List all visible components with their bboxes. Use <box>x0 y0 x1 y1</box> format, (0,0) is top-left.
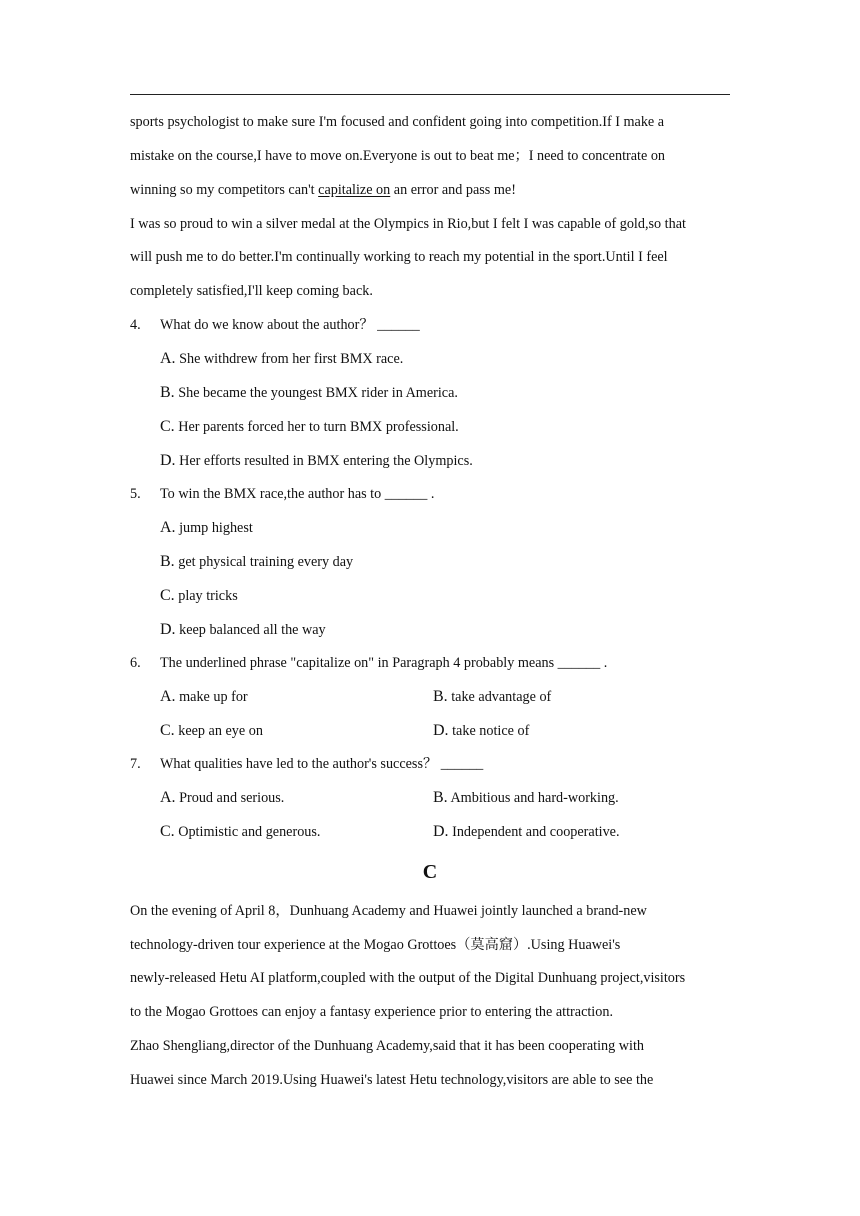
passage-line: mistake on the course,I have to move on.Everyone is out to beat me；I need to concentrate on <box>130 148 666 164</box>
passage-line: technology-driven tour experience at the Mogao Grottoes（莫高窟）.Using Huawei's <box>130 937 621 953</box>
option-c[interactable]: C. Optimistic and generous. <box>160 823 321 840</box>
option-a[interactable]: A. She withdrew from her first BMX race. <box>160 350 404 367</box>
passage-text: an error and pass me! <box>390 182 516 198</box>
question-text: The underlined phrase "capitalize on" in Paragraph 4 probably means ______ . <box>160 655 608 671</box>
passage-line: newly-released Hetu AI platform,coupled with the output of the Digital Dunhuang project,visitors <box>130 970 686 986</box>
option-d[interactable]: D. Independent and cooperative. <box>433 823 620 840</box>
question-text: What do we know about the author？ ______ <box>160 317 420 333</box>
passage-text: winning so my competitors can't <box>130 182 319 198</box>
passage-line: Zhao Shengliang,director of the Dunhuang Academy,said that it has been cooperating with <box>130 1038 645 1054</box>
option-b[interactable]: B. Ambitious and hard-working. <box>433 789 619 806</box>
underlined-phrase: capitalize on <box>318 182 391 198</box>
passage-line <box>130 181 516 199</box>
passage-line: to the Mogao Grottoes can enjoy a fantasy experience prior to entering the attraction. <box>130 1004 613 1020</box>
header-rule <box>130 94 730 95</box>
option-c[interactable]: C. Her parents forced her to turn BMX professional. <box>160 418 459 435</box>
option-b[interactable]: B. She became the youngest BMX rider in America. <box>160 384 458 401</box>
option-a[interactable]: A. Proud and serious. <box>160 789 285 806</box>
question-text: To win the BMX race,the author has to ______ . <box>160 486 435 502</box>
passage-line: On the evening of April 8，Dunhuang Academy and Huawei jointly launched a brand-new <box>130 903 647 919</box>
option-b[interactable]: B. get physical training every day <box>160 553 354 570</box>
question-number: 5. <box>130 486 141 502</box>
passage-line: will push me to do better.I'm continually working to reach my potential in the sport.Until I feel <box>130 249 668 265</box>
option-c[interactable]: C. play tricks <box>160 587 238 604</box>
option-d[interactable]: D. take notice of <box>433 722 530 739</box>
option-a[interactable]: A. make up for <box>160 688 248 705</box>
question-number: 7. <box>130 756 141 772</box>
question-text: What qualities have led to the author's success？ ______ <box>160 756 484 772</box>
passage-line: completely satisfied,I'll keep coming back. <box>130 283 373 299</box>
question-number: 4. <box>130 317 141 333</box>
option-c[interactable]: C. keep an eye on <box>160 722 263 739</box>
option-d[interactable]: D. keep balanced all the way <box>160 621 326 638</box>
passage-line: sports psychologist to make sure I'm focused and confident going into competition.If I make a <box>130 114 665 130</box>
section-heading: C <box>422 861 438 883</box>
passage-line: Huawei since March 2019.Using Huawei's latest Hetu technology,visitors are able to see the <box>130 1072 654 1088</box>
passage-line: I was so proud to win a silver medal at the Olympics in Rio,but I felt I was capable of gold,so that <box>130 216 686 232</box>
question-number: 6. <box>130 655 141 671</box>
option-d[interactable]: D. Her efforts resulted in BMX entering the Olympics. <box>160 452 473 469</box>
option-a[interactable]: A. jump highest <box>160 519 253 536</box>
option-b[interactable]: B. take advantage of <box>433 688 552 705</box>
